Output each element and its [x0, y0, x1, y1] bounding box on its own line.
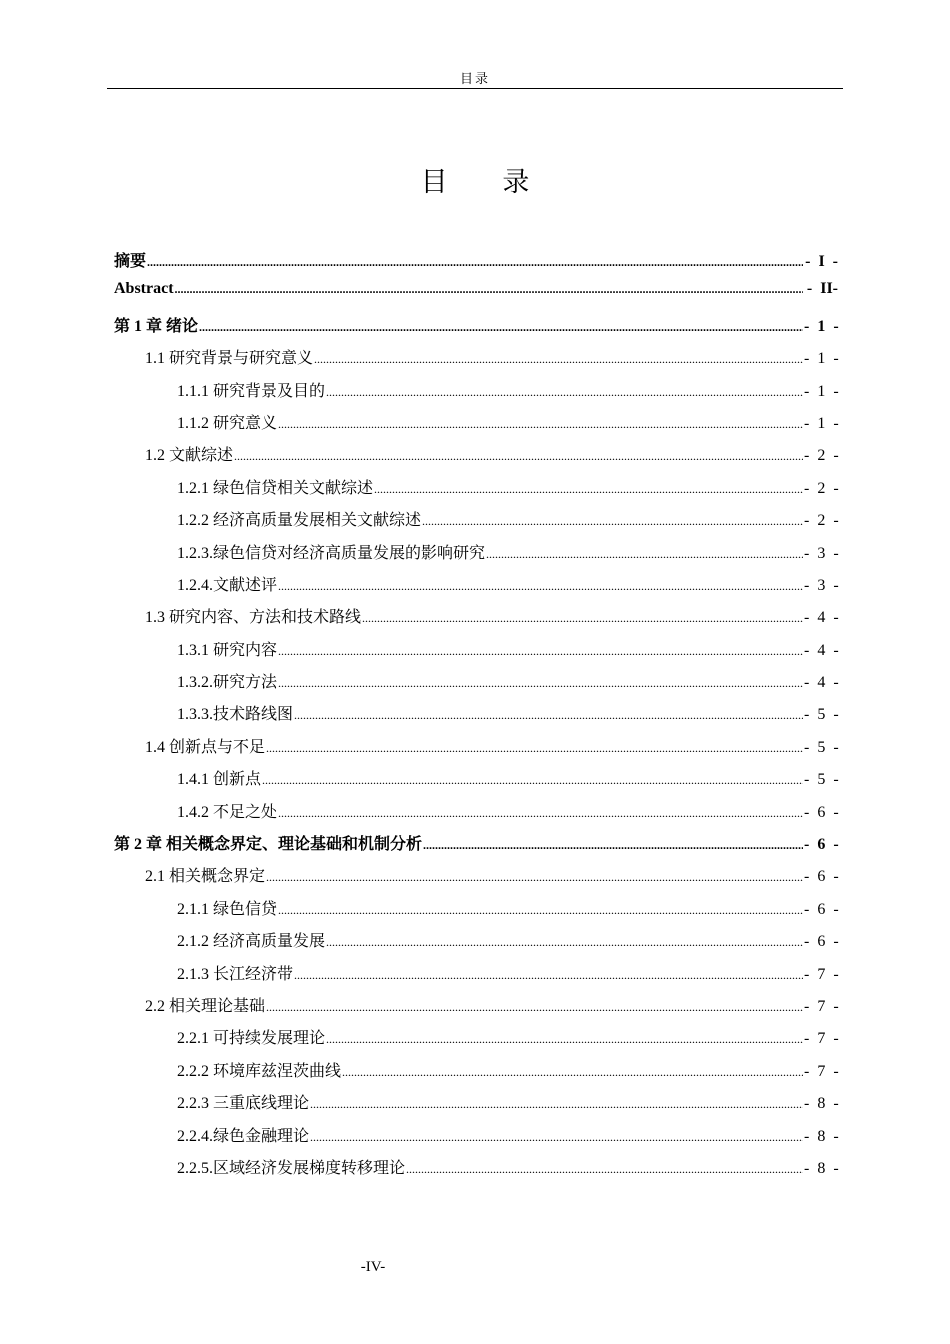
dot-leader: [278, 644, 803, 659]
dot-leader: [266, 870, 803, 885]
toc-entry-page: - 3 -: [804, 544, 839, 562]
toc-entry[interactable]: [114, 766, 838, 798]
dot-leader: [406, 1162, 803, 1177]
dot-leader: [199, 320, 803, 335]
toc-entry-text: 1.4 创新点与不足: [145, 738, 266, 756]
header-rule: [107, 88, 843, 89]
toc-entry-text: 1.2.1 绿色信贷相关文献综述: [177, 479, 374, 497]
toc-entry[interactable]: [114, 507, 838, 539]
toc-entry-text: 1.3.3.技术路线图: [177, 706, 294, 724]
toc-entry-page: - II-: [806, 280, 838, 298]
toc-entry-text: 2.1 相关概念界定: [145, 868, 266, 886]
toc-entry[interactable]: [114, 475, 838, 507]
toc-entry[interactable]: [114, 442, 838, 474]
toc-entry[interactable]: [114, 928, 838, 960]
dot-leader: [278, 903, 803, 918]
toc-entry-page: - 7 -: [804, 965, 839, 983]
dot-leader: [294, 708, 803, 723]
dot-leader: [266, 1000, 803, 1015]
toc-entry-text: 2.2.5.区域经济发展梯度转移理论: [177, 1159, 406, 1177]
toc-entry[interactable]: [114, 1058, 838, 1090]
dot-leader: [326, 935, 803, 950]
toc-entry-page: - 2 -: [804, 512, 839, 530]
toc-entry-page: - 3 -: [804, 576, 839, 594]
toc-entry[interactable]: [114, 863, 838, 895]
toc-entry[interactable]: [114, 1090, 838, 1122]
toc-entry-page: - 4 -: [804, 641, 839, 659]
toc-entry-page: - 6 -: [804, 900, 839, 918]
toc-entry-page: - 7 -: [804, 1030, 839, 1048]
toc-entry[interactable]: [114, 734, 838, 766]
toc-entry-page: - 6 -: [804, 803, 839, 821]
dot-leader: [278, 417, 803, 432]
toc-entry[interactable]: [114, 1025, 838, 1057]
toc-entry-text: 1.2.3.绿色信贷对经济高质量发展的影响研究: [177, 544, 486, 562]
toc-entry-page: - 5 -: [804, 738, 839, 756]
dot-leader: [175, 282, 803, 297]
toc-entry[interactable]: [114, 280, 838, 312]
dot-leader: [278, 579, 803, 594]
toc-entry-page: - 1 -: [804, 350, 839, 368]
dot-leader: [294, 968, 803, 983]
toc-entry-page: - 1 -: [804, 317, 839, 335]
dot-leader: [278, 676, 803, 691]
toc-entry[interactable]: [114, 345, 838, 377]
toc-entry-text: 1.4.2 不足之处: [177, 803, 278, 821]
toc-entry-text: 1.3.1 研究内容: [177, 641, 278, 659]
toc-entry-page: - 4 -: [804, 674, 839, 692]
toc-entry-page: - 6 -: [804, 933, 839, 951]
toc-entry[interactable]: [114, 993, 838, 1025]
toc-entry[interactable]: [114, 831, 838, 863]
toc-entry[interactable]: [114, 604, 838, 636]
toc-entry-text: 1.4.1 创新点: [177, 771, 262, 789]
toc-entry-text: 第 2 章 相关概念界定、理论基础和机制分析: [114, 836, 423, 854]
toc-entry[interactable]: [114, 313, 838, 345]
dot-leader: [486, 547, 803, 562]
dot-leader: [234, 449, 803, 464]
toc-entry-text: 1.3 研究内容、方法和技术路线: [145, 609, 362, 627]
toc-entry-page: - 1 -: [804, 382, 839, 400]
dot-leader: [310, 1097, 803, 1112]
toc-entry[interactable]: [114, 799, 838, 831]
dot-leader: [374, 482, 803, 497]
dot-leader: [310, 1130, 803, 1145]
toc-entry-text: Abstract: [114, 280, 174, 298]
toc-entry-page: - 5 -: [804, 771, 839, 789]
dot-leader: [278, 806, 803, 821]
toc-entry[interactable]: [114, 1155, 838, 1187]
toc-entry[interactable]: [114, 1123, 838, 1155]
toc-entry[interactable]: [114, 669, 838, 701]
toc-title: 目 录: [420, 167, 554, 197]
toc-entry-text: 2.2.4.绿色金融理论: [177, 1127, 310, 1145]
toc-entry-page: - I -: [805, 253, 838, 270]
toc-entry-text: 1.3.2.研究方法: [177, 674, 278, 692]
toc-entry[interactable]: [114, 701, 838, 733]
toc-entry[interactable]: [114, 896, 838, 928]
dot-leader: [326, 385, 803, 400]
dot-leader: [266, 741, 803, 756]
toc-entry-page: - 2 -: [804, 479, 839, 497]
toc-entry-page: - 5 -: [804, 706, 839, 724]
toc-entry-page: - 7 -: [804, 997, 839, 1015]
toc-entry[interactable]: [114, 961, 838, 993]
dot-leader: [362, 611, 803, 626]
toc-entry-page: - 6 -: [804, 836, 839, 854]
dot-leader: [147, 255, 803, 270]
toc-entry-page: - 2 -: [804, 447, 839, 465]
toc-entry-text: 1.2 文献综述: [145, 447, 234, 465]
toc-entry[interactable]: [114, 248, 838, 280]
toc-entry-text: 2.2.2 环境库兹涅茨曲线: [177, 1062, 342, 1080]
toc-entry-text: 1.1.2 研究意义: [177, 414, 278, 432]
toc-entry-page: - 7 -: [804, 1062, 839, 1080]
dot-leader: [314, 352, 803, 367]
toc-entry[interactable]: [114, 572, 838, 604]
dot-leader: [262, 773, 803, 788]
toc-entry-text: 2.1.2 经济高质量发展: [177, 933, 326, 951]
toc-entry-text: 2.1.3 长江经济带: [177, 965, 294, 983]
toc-entry-text: 1.1 研究背景与研究意义: [145, 350, 314, 368]
toc-entry-text: 2.2.1 可持续发展理论: [177, 1030, 326, 1048]
toc-entry-text: 2.2.3 三重底线理论: [177, 1095, 310, 1113]
page-number: -IV-: [360, 1259, 386, 1275]
dot-leader: [423, 838, 803, 853]
toc-entry-text: 2.2 相关理论基础: [145, 997, 266, 1015]
toc-entry-text: 摘要: [114, 253, 147, 270]
toc-entry-text: 1.2.2 经济高质量发展相关文献综述: [177, 512, 422, 530]
toc-entry-page: - 1 -: [804, 414, 839, 432]
toc-entry-text: 1.1.1 研究背景及目的: [177, 382, 326, 400]
toc-entry-page: - 8 -: [804, 1127, 839, 1145]
dot-leader: [326, 1032, 803, 1047]
toc-entry-page: - 6 -: [804, 868, 839, 886]
toc-entry-text: 1.2.4.文献述评: [177, 576, 278, 594]
toc-entry[interactable]: [114, 540, 838, 572]
toc-entry[interactable]: [114, 410, 838, 442]
toc-entry-page: - 4 -: [804, 609, 839, 627]
table-of-contents: [114, 248, 838, 1187]
toc-entry-text: 2.1.1 绿色信贷: [177, 900, 278, 918]
dot-leader: [342, 1065, 803, 1080]
dot-leader: [422, 514, 803, 529]
toc-entry-page: - 8 -: [804, 1159, 839, 1177]
running-header: 目录: [459, 71, 490, 86]
toc-entry-text: 第 1 章 绪论: [114, 317, 199, 335]
toc-entry-page: - 8 -: [804, 1095, 839, 1113]
toc-entry[interactable]: [114, 378, 838, 410]
toc-entry[interactable]: [114, 637, 838, 669]
